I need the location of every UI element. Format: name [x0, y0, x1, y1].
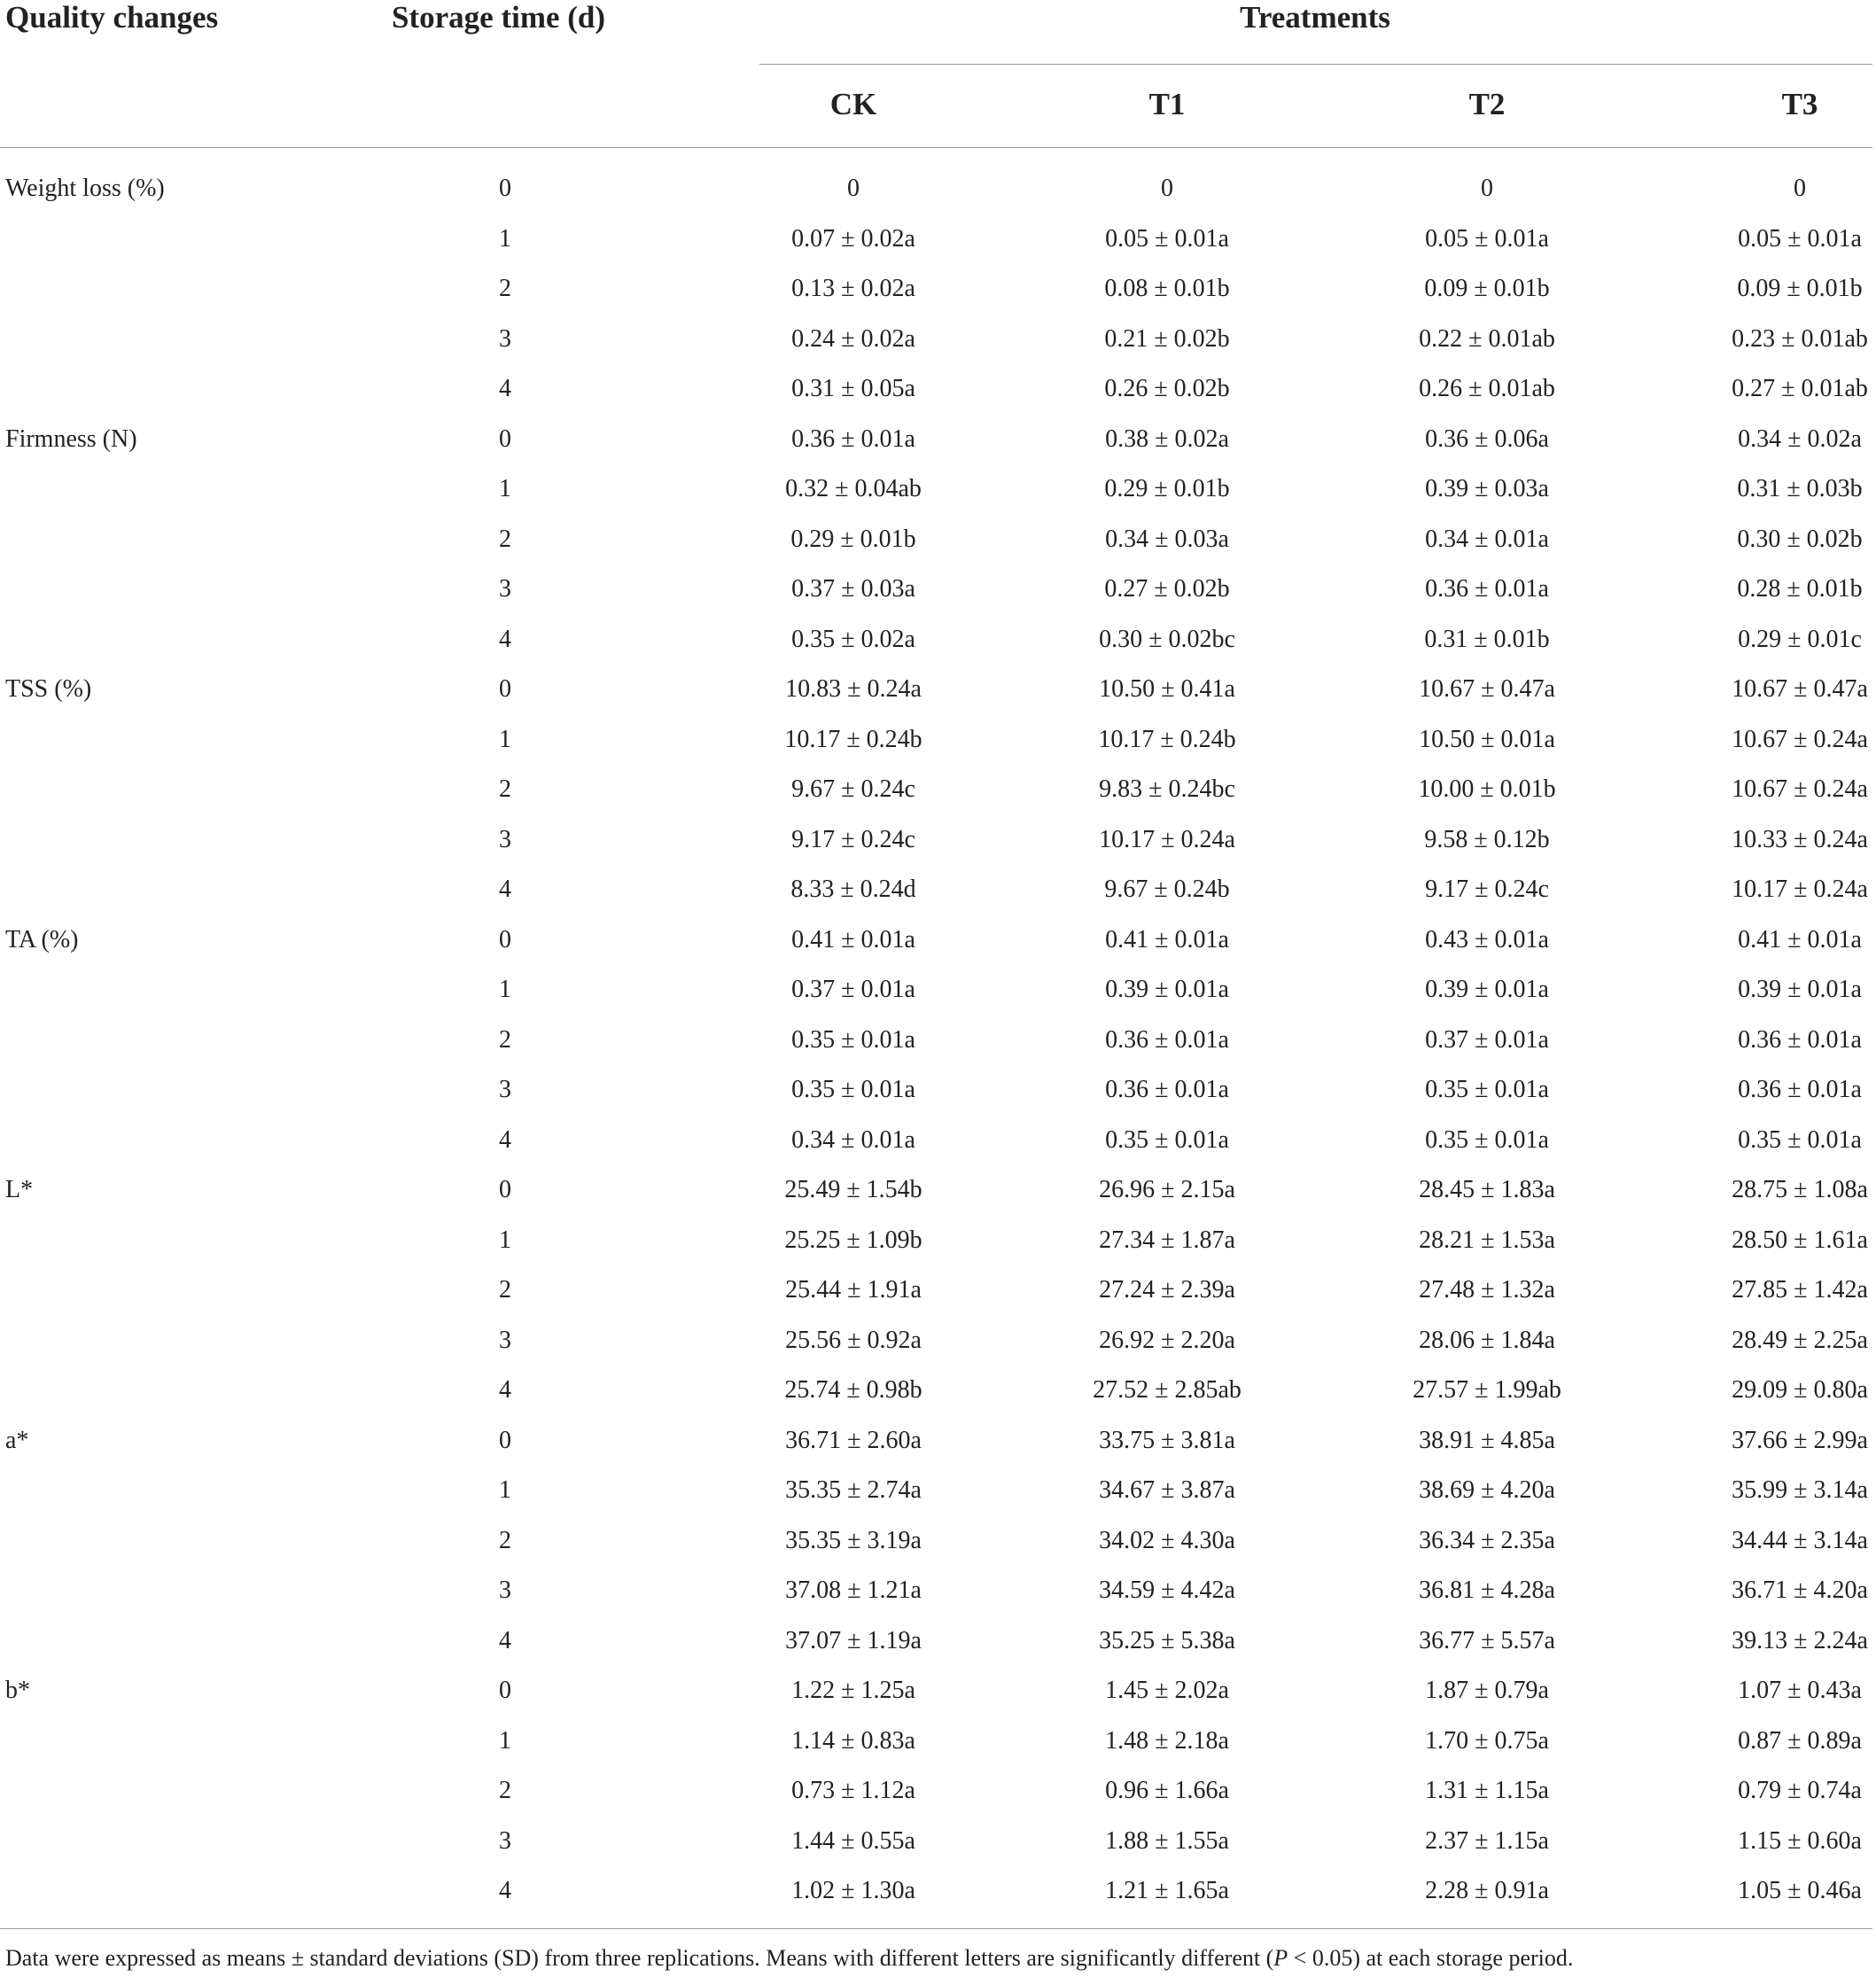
value-cell-t2: 0.36 ± 0.06a — [1425, 424, 1549, 453]
row-group-label: L* — [5, 1176, 34, 1203]
value-cell-t2: 0.31 ± 0.01b — [1424, 625, 1550, 653]
value-cell-t2: 1.70 ± 0.75a — [1425, 1726, 1549, 1755]
row-group-label: TSS (%) — [5, 675, 92, 703]
value-cell-t1: 9.67 ± 0.24b — [1104, 876, 1230, 903]
value-cell-t3: 1.05 ± 0.46a — [1738, 1877, 1862, 1904]
value-cell-t1: 0.27 ± 0.02b — [1104, 575, 1230, 603]
row-group-label: b* — [5, 1677, 30, 1704]
value-cell-ck: 1.14 ± 0.83a — [791, 1726, 915, 1755]
storage-day-cell: 1 — [499, 1726, 511, 1755]
value-cell-t1: 0.35 ± 0.01a — [1105, 1125, 1229, 1154]
value-cell-ck: 37.08 ± 1.21a — [785, 1576, 922, 1604]
value-cell-ck: 9.17 ± 0.24c — [791, 825, 915, 853]
storage-day-cell: 2 — [499, 1025, 511, 1054]
storage-day-cell: 2 — [499, 1276, 511, 1304]
value-cell-t3: 0 — [1794, 175, 1806, 202]
value-cell-t2: 36.81 ± 4.28a — [1419, 1576, 1555, 1604]
value-cell-t3: 0.29 ± 0.01c — [1738, 625, 1862, 653]
header-quality-changes: Quality changes — [5, 0, 219, 35]
storage-day-cell: 0 — [499, 675, 511, 703]
value-cell-t1: 0.39 ± 0.01a — [1105, 976, 1229, 1003]
value-cell-t2: 0.26 ± 0.01ab — [1419, 375, 1555, 402]
value-cell-t2: 0.05 ± 0.01a — [1425, 224, 1549, 253]
value-cell-ck: 36.71 ± 2.60a — [785, 1426, 922, 1454]
value-cell-t2: 0.43 ± 0.01a — [1425, 925, 1549, 953]
header-storage-time: Storage time (d) — [392, 0, 606, 35]
value-cell-t2: 28.06 ± 1.84a — [1419, 1326, 1555, 1354]
value-cell-t3: 0.36 ± 0.01a — [1738, 1076, 1862, 1103]
storage-day-cell: 4 — [499, 1125, 511, 1154]
storage-day-cell: 3 — [499, 575, 511, 603]
value-cell-t1: 0 — [1161, 175, 1173, 202]
value-cell-t2: 27.57 ± 1.99ab — [1413, 1376, 1561, 1404]
value-cell-t2: 28.21 ± 1.53a — [1419, 1226, 1555, 1254]
value-cell-t1: 0.41 ± 0.01a — [1105, 925, 1229, 953]
header-treatments: Treatments — [1240, 0, 1390, 35]
value-cell-ck: 1.22 ± 1.25a — [791, 1677, 915, 1704]
value-cell-t3: 28.75 ± 1.08a — [1732, 1176, 1868, 1203]
storage-day-cell: 1 — [499, 976, 511, 1003]
value-cell-t1: 1.21 ± 1.65a — [1105, 1877, 1229, 1904]
value-cell-ck: 25.49 ± 1.54b — [784, 1176, 922, 1203]
value-cell-t3: 27.85 ± 1.42a — [1732, 1276, 1868, 1304]
value-cell-ck: 10.83 ± 0.24a — [785, 675, 922, 703]
value-cell-t2: 0.35 ± 0.01a — [1425, 1076, 1549, 1103]
storage-day-cell: 4 — [499, 375, 511, 402]
value-cell-t1: 0.05 ± 0.01a — [1105, 224, 1229, 253]
value-cell-t3: 0.36 ± 0.01a — [1738, 1025, 1862, 1054]
value-cell-t2: 1.31 ± 1.15a — [1425, 1777, 1549, 1804]
storage-day-cell: 2 — [499, 1777, 511, 1804]
table-footnote — [5, 1944, 1573, 1973]
storage-day-cell: 3 — [499, 1076, 511, 1103]
value-cell-t3: 0.34 ± 0.02a — [1738, 424, 1862, 453]
value-cell-t1: 0.96 ± 1.66a — [1105, 1777, 1229, 1804]
footnote-text-end: < 0.05) at each storage period. — [1288, 1945, 1574, 1971]
value-cell-ck: 0.35 ± 0.02a — [791, 625, 915, 653]
value-cell-t2: 0.39 ± 0.03a — [1425, 475, 1549, 502]
value-cell-t1: 0.34 ± 0.03a — [1105, 525, 1229, 553]
value-cell-t2: 2.37 ± 1.15a — [1425, 1826, 1549, 1855]
value-cell-ck: 0.32 ± 0.04ab — [785, 475, 922, 502]
storage-day-cell: 3 — [499, 1576, 511, 1604]
value-cell-t1: 27.24 ± 2.39a — [1099, 1276, 1235, 1304]
value-cell-t3: 35.99 ± 3.14a — [1732, 1476, 1868, 1504]
value-cell-t3: 0.39 ± 0.01a — [1738, 976, 1862, 1003]
storage-day-cell: 1 — [499, 1476, 511, 1504]
value-cell-ck: 25.74 ± 0.98b — [784, 1376, 922, 1404]
value-cell-ck: 35.35 ± 2.74a — [785, 1476, 922, 1504]
value-cell-t1: 10.17 ± 0.24b — [1098, 725, 1236, 753]
value-cell-ck: 0.35 ± 0.01a — [791, 1076, 915, 1103]
header-col-t1: T1 — [1148, 87, 1186, 121]
value-cell-ck: 1.44 ± 0.55a — [791, 1826, 915, 1855]
value-cell-t2: 0.39 ± 0.01a — [1425, 976, 1549, 1003]
value-cell-ck: 0.24 ± 0.02a — [791, 324, 915, 353]
row-group-label: TA (%) — [5, 925, 79, 953]
value-cell-t2: 36.34 ± 2.35a — [1419, 1526, 1555, 1554]
value-cell-t3: 1.15 ± 0.60a — [1738, 1826, 1862, 1855]
value-cell-t1: 34.02 ± 4.30a — [1099, 1526, 1235, 1554]
header-col-t2: T2 — [1468, 87, 1506, 121]
value-cell-ck: 0.07 ± 0.02a — [791, 224, 915, 253]
row-group-label: Weight loss (%) — [5, 175, 165, 202]
value-cell-t3: 0.23 ± 0.01ab — [1732, 324, 1868, 353]
value-cell-t1: 10.50 ± 0.41a — [1099, 675, 1235, 703]
value-cell-t3: 0.41 ± 0.01a — [1738, 925, 1862, 953]
storage-day-cell: 2 — [499, 1526, 511, 1554]
storage-day-cell: 3 — [499, 1326, 511, 1354]
value-cell-t2: 10.67 ± 0.47a — [1419, 675, 1555, 703]
value-cell-t3: 0.05 ± 0.01a — [1738, 224, 1862, 253]
value-cell-t1: 26.92 ± 2.20a — [1099, 1326, 1235, 1354]
footnote-p-symbol: P — [1273, 1945, 1288, 1971]
storage-day-cell: 1 — [499, 224, 511, 253]
value-cell-t3: 0.30 ± 0.02b — [1737, 525, 1863, 553]
value-cell-ck: 25.44 ± 1.91a — [785, 1276, 922, 1304]
value-cell-t2: 0.34 ± 0.01a — [1425, 525, 1549, 553]
value-cell-t2: 1.87 ± 0.79a — [1425, 1677, 1549, 1704]
storage-day-cell: 4 — [499, 1877, 511, 1904]
storage-day-cell: 0 — [499, 1677, 511, 1704]
row-group-label: a* — [5, 1426, 29, 1454]
value-cell-ck: 0.13 ± 0.02a — [791, 275, 915, 302]
value-cell-t3: 0.31 ± 0.03b — [1737, 475, 1863, 502]
header-col-ck: CK — [829, 87, 877, 121]
value-cell-t1: 0.38 ± 0.02a — [1105, 424, 1229, 453]
value-cell-t2: 2.28 ± 0.91a — [1425, 1877, 1549, 1904]
storage-day-cell: 2 — [499, 525, 511, 553]
value-cell-t1: 0.29 ± 0.01b — [1104, 475, 1230, 502]
value-cell-t2: 38.91 ± 4.85a — [1419, 1426, 1555, 1454]
value-cell-t3: 10.17 ± 0.24a — [1732, 876, 1868, 903]
value-cell-t3: 0.27 ± 0.01ab — [1732, 375, 1868, 402]
value-cell-t3: 10.33 ± 0.24a — [1732, 825, 1868, 853]
storage-day-cell: 0 — [499, 175, 511, 202]
table-bottom-rule — [0, 1928, 1872, 1929]
value-cell-ck: 0.37 ± 0.03a — [791, 575, 915, 603]
value-cell-t1: 0.08 ± 0.01b — [1104, 275, 1230, 302]
value-cell-t1: 9.83 ± 0.24bc — [1099, 775, 1235, 803]
value-cell-t1: 1.88 ± 1.55a — [1105, 1826, 1229, 1855]
value-cell-ck: 0.35 ± 0.01a — [791, 1025, 915, 1054]
value-cell-t1: 0.36 ± 0.01a — [1105, 1025, 1229, 1054]
value-cell-ck: 0.31 ± 0.05a — [791, 375, 915, 402]
value-cell-ck: 9.67 ± 0.24c — [791, 775, 915, 803]
storage-day-cell: 4 — [499, 876, 511, 903]
value-cell-t3: 29.09 ± 0.80a — [1732, 1376, 1868, 1404]
value-cell-ck: 25.25 ± 1.09b — [784, 1226, 922, 1254]
value-cell-t1: 0.21 ± 0.02b — [1104, 324, 1230, 353]
header-bottom-rule — [0, 147, 1872, 148]
value-cell-ck: 37.07 ± 1.19a — [785, 1626, 922, 1654]
value-cell-t2: 0.22 ± 0.01ab — [1419, 324, 1555, 353]
value-cell-t3: 1.07 ± 0.43a — [1738, 1677, 1862, 1704]
value-cell-t2: 27.48 ± 1.32a — [1419, 1276, 1555, 1304]
value-cell-t2: 36.77 ± 5.57a — [1419, 1626, 1555, 1654]
value-cell-ck: 25.56 ± 0.92a — [785, 1326, 922, 1354]
value-cell-t3: 10.67 ± 0.47a — [1732, 675, 1868, 703]
value-cell-t2: 9.58 ± 0.12b — [1424, 825, 1550, 853]
value-cell-ck: 0.37 ± 0.01a — [791, 976, 915, 1003]
value-cell-t3: 39.13 ± 2.24a — [1732, 1626, 1868, 1654]
value-cell-t2: 0.09 ± 0.01b — [1424, 275, 1550, 302]
value-cell-t3: 10.67 ± 0.24a — [1732, 775, 1868, 803]
value-cell-ck: 0.36 ± 0.01a — [791, 424, 915, 453]
value-cell-t3: 0.35 ± 0.01a — [1738, 1125, 1862, 1154]
value-cell-t2: 38.69 ± 4.20a — [1419, 1476, 1555, 1504]
value-cell-t2: 9.17 ± 0.24c — [1425, 876, 1549, 903]
value-cell-t3: 0.79 ± 0.74a — [1738, 1777, 1862, 1804]
storage-day-cell: 3 — [499, 324, 511, 353]
value-cell-t3: 34.44 ± 3.14a — [1732, 1526, 1868, 1554]
storage-day-cell: 4 — [499, 1626, 511, 1654]
value-cell-t3: 28.49 ± 2.25a — [1732, 1326, 1868, 1354]
value-cell-t3: 37.66 ± 2.99a — [1732, 1426, 1868, 1454]
value-cell-t2: 10.00 ± 0.01b — [1418, 775, 1556, 803]
value-cell-t1: 34.67 ± 3.87a — [1099, 1476, 1235, 1504]
row-group-label: Firmness (N) — [5, 424, 137, 453]
value-cell-t1: 10.17 ± 0.24a — [1099, 825, 1235, 853]
value-cell-t2: 0.36 ± 0.01a — [1425, 575, 1549, 603]
value-cell-t3: 0.09 ± 0.01b — [1737, 275, 1863, 302]
header-col-t3: T3 — [1781, 87, 1818, 121]
value-cell-t2: 0.35 ± 0.01a — [1425, 1125, 1549, 1154]
value-cell-t3: 36.71 ± 4.20a — [1732, 1576, 1868, 1604]
storage-day-cell: 0 — [499, 1176, 511, 1203]
value-cell-ck: 0.41 ± 0.01a — [791, 925, 915, 953]
storage-day-cell: 0 — [499, 925, 511, 953]
value-cell-t1: 0.30 ± 0.02bc — [1099, 625, 1235, 653]
value-cell-t3: 28.50 ± 1.61a — [1732, 1226, 1868, 1254]
storage-day-cell: 1 — [499, 1226, 511, 1254]
storage-day-cell: 4 — [499, 1376, 511, 1404]
value-cell-ck: 8.33 ± 0.24d — [790, 876, 916, 903]
value-cell-ck: 1.02 ± 1.30a — [791, 1877, 915, 1904]
value-cell-t2: 0 — [1481, 175, 1493, 202]
value-cell-ck: 35.35 ± 3.19a — [785, 1526, 922, 1554]
value-cell-ck: 10.17 ± 0.24b — [784, 725, 922, 753]
value-cell-t1: 35.25 ± 5.38a — [1099, 1626, 1235, 1654]
value-cell-t1: 0.36 ± 0.01a — [1105, 1076, 1229, 1103]
value-cell-t1: 27.52 ± 2.85ab — [1093, 1376, 1242, 1404]
storage-day-cell: 3 — [499, 1826, 511, 1855]
footnote-text: Data were expressed as means ± standard deviations (SD) from three replications. Means with different letters are significantly different ( — [5, 1945, 1274, 1971]
value-cell-ck: 0 — [847, 175, 860, 202]
value-cell-t3: 0.87 ± 0.89a — [1738, 1726, 1862, 1755]
storage-day-cell: 0 — [499, 424, 511, 453]
value-cell-t2: 10.50 ± 0.01a — [1419, 725, 1555, 753]
storage-day-cell: 2 — [499, 275, 511, 302]
storage-day-cell: 3 — [499, 825, 511, 853]
storage-day-cell: 1 — [499, 725, 511, 753]
value-cell-t1: 0.26 ± 0.02b — [1104, 375, 1230, 402]
value-cell-ck: 0.73 ± 1.12a — [791, 1777, 915, 1804]
value-cell-t2: 0.37 ± 0.01a — [1425, 1025, 1549, 1054]
value-cell-t3: 0.28 ± 0.01b — [1737, 575, 1863, 603]
value-cell-ck: 0.29 ± 0.01b — [790, 525, 916, 553]
value-cell-t1: 27.34 ± 1.87a — [1099, 1226, 1235, 1254]
storage-day-cell: 2 — [499, 775, 511, 803]
storage-day-cell: 4 — [499, 625, 511, 653]
value-cell-t1: 1.48 ± 2.18a — [1105, 1726, 1229, 1755]
storage-day-cell: 0 — [499, 1426, 511, 1454]
storage-day-cell: 1 — [499, 475, 511, 502]
treatments-underline — [759, 64, 1872, 65]
value-cell-t3: 10.67 ± 0.24a — [1732, 725, 1868, 753]
value-cell-ck: 0.34 ± 0.01a — [791, 1125, 915, 1154]
value-cell-t1: 1.45 ± 2.02a — [1105, 1677, 1229, 1704]
value-cell-t1: 26.96 ± 2.15a — [1099, 1176, 1235, 1203]
value-cell-t1: 34.59 ± 4.42a — [1099, 1576, 1235, 1604]
value-cell-t2: 28.45 ± 1.83a — [1419, 1176, 1555, 1203]
value-cell-t1: 33.75 ± 3.81a — [1099, 1426, 1235, 1454]
